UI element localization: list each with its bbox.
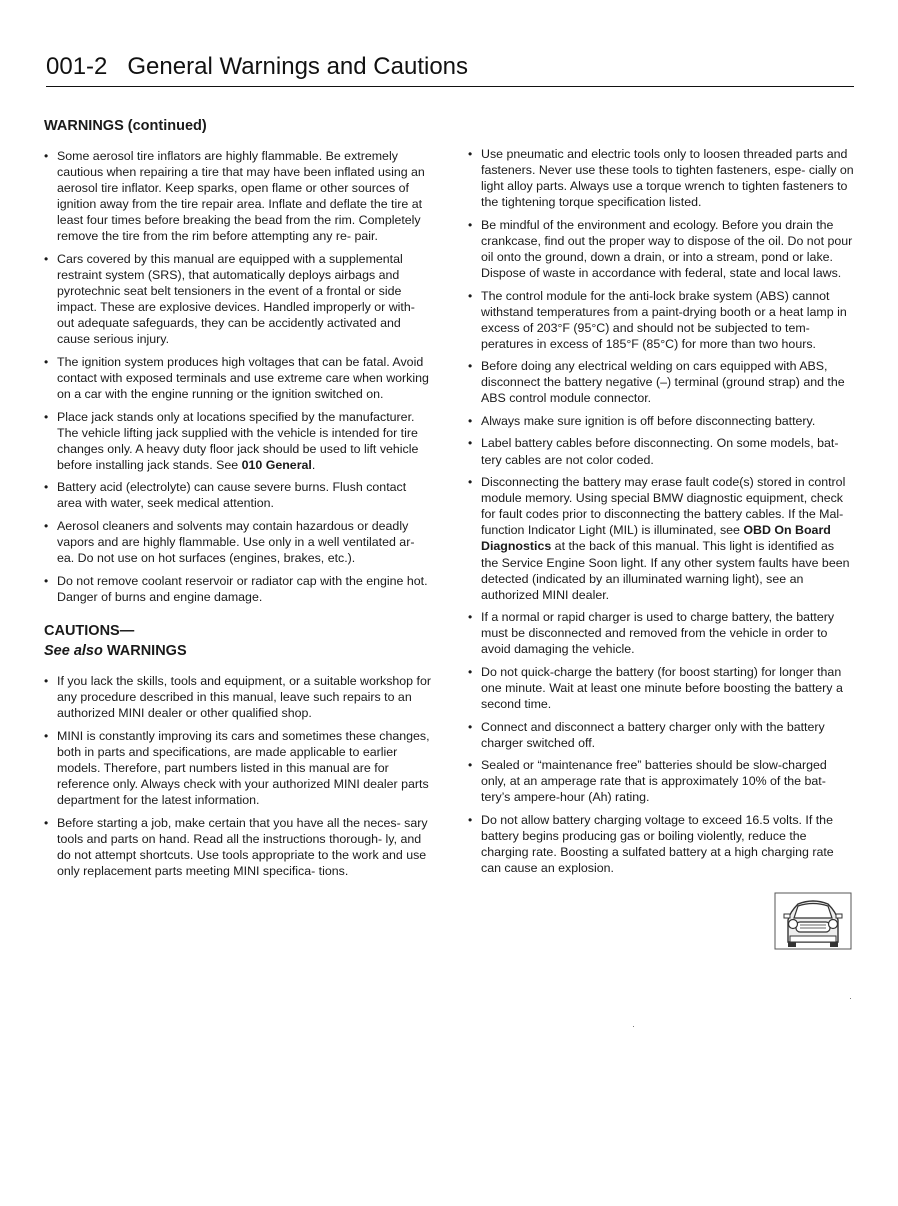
cross-reference: OBD On Board Diagnostics xyxy=(481,523,831,554)
bullet-icon: • xyxy=(44,573,49,588)
item-text: The control module for the anti-lock brake system (ABS) cannot withstand temperatures from a paint-drying booth or a heat lamp in excess of 203°F (95°C) and should not be subjected to tem- peratures in excess of 185°F (85°C) for more than two hours. xyxy=(481,288,847,351)
item-text: The ignition system produces high voltages that can be fatal. Avoid contact with exposed terminals and use extreme care when working on a car with the engine running or the ignition switched on. xyxy=(57,354,429,402)
item-text: Before doing any electrical welding on cars equipped with ABS, disconnect the battery negative (–) terminal (ground strap) and the ABS control module connector. xyxy=(481,359,845,406)
bullet-icon: • xyxy=(468,758,473,773)
item-text: Always make sure ignition is off before disconnecting battery. xyxy=(481,413,816,428)
bullet-icon: • xyxy=(468,812,473,827)
item-text: Before starting a job, make certain that you have all the neces- sary tools and parts on hand. Read all the instructions thorough- ly, and do not attempt shortcuts. Use tools appropriate to the work and use only replacement parts meeting MINI specifica- tions. xyxy=(57,815,428,878)
left-column xyxy=(44,116,434,885)
item-text: Be mindful of the environment and ecology. Before you drain the crankcase, find out the proper way to dispose of the oil. Do not pour oil onto the ground, down a drain, or into a stream, pond or lake. Dispose of waste in accordance with federal, state and local laws. xyxy=(481,217,853,281)
list-item xyxy=(468,719,854,751)
list-item xyxy=(468,664,854,712)
item-text: If you lack the skills, tools and equipment, or a suitable workshop for any procedure described in this manual, leave such repairs to an authorized MINI dealer or other qualified shop. xyxy=(57,674,431,721)
list-item xyxy=(468,358,854,406)
item-text: Battery acid (electrolyte) can cause severe burns. Flush contact area with water, seek medical attention. xyxy=(57,480,407,511)
item-text: Do not quick-charge the battery (for boost starting) for longer than one minute. Wait at least one minute before boosting the battery a second time. xyxy=(481,664,843,712)
item-text: Label battery cables before disconnecting. On some models, bat- tery cables are not color coded. xyxy=(481,436,839,467)
list-item xyxy=(468,812,854,876)
item-text: Some aerosol tire inflators are highly flammable. Be extremely cautious when repairing a tire that may have been inflated using an aerosol tire inflator. Keep sparks, open flame or other sources of ignition away from the tire repair area. Inflate and deflate the tire at least four times before breaking the bead from the rim. Completely remove the tire from the rim before attempting any re- pair. xyxy=(57,149,425,244)
item-text: If a normal or rapid charger is used to charge battery, the battery must be disconnected and removed from the vehicle in order to avoid damaging the vehicle. xyxy=(481,610,835,657)
bullet-icon: • xyxy=(468,413,473,428)
page-title: General Warnings and Cautions xyxy=(127,53,469,80)
bullet-icon: • xyxy=(468,147,473,161)
item-text: Aerosol cleaners and solvents may contain hazardous or deadly vapors and are highly flammable. Use only in a well ventilated ar- ea. Do not use on hot surfaces (engines, brakes, etc.). xyxy=(57,518,415,566)
bullet-icon: • xyxy=(44,251,49,266)
item-text: Cars covered by this manual are equipped with a supplemental restraint system (SRS), that automatically deploys airbags and pyrotechnic seat belt tensioners in the event of a frontal or side impact. These are explosive devices. Handled improperly or with- out adequate safeguards, they can be accidently activated and cause serious injury. xyxy=(57,251,415,347)
cautions-title: CAUTIONS— xyxy=(44,623,135,640)
item-text: at the back of this manual. This light is identified as the Service Engine Soon light. If any other system faults have been detected (indicated by an illuminated warning light), see an authorized MINI dealer. xyxy=(481,539,850,602)
bullet-icon: • xyxy=(468,475,473,490)
list-item xyxy=(468,288,854,352)
item-text: Sealed or “maintenance free” batteries should be slow-charged only, at an amperage rate that is approximately 10% of the bat- tery’s ampere-hour (Ah) rating. xyxy=(481,758,827,805)
list-item xyxy=(44,815,434,879)
bullet-icon: • xyxy=(44,728,49,743)
item-text: Use pneumatic and electric tools only to loosen threaded parts and fasteners. Never use these tools to tighten fasteners, espe- cially on light alloy parts. Always use a torque wrench to tighten fasteners to the tightening torque specification listed. xyxy=(481,147,854,210)
item-text: . xyxy=(311,457,316,472)
item-text: Place jack stands only at locations specified by the manufacturer. The vehicle lifting jack supplied with the vehicle is intended for tire changes only. A heavy duty floor jack should be used to lift vehicle before installing jack stands. See xyxy=(57,409,419,472)
right-column xyxy=(468,146,854,883)
bullet-icon: • xyxy=(468,436,473,451)
bullet-icon: • xyxy=(44,354,49,369)
bullet-icon: • xyxy=(44,480,49,495)
bullet-icon: • xyxy=(468,719,473,734)
bullet-icon: • xyxy=(468,664,473,679)
list-item xyxy=(468,757,854,805)
list-item xyxy=(468,146,854,210)
list-item xyxy=(468,474,854,603)
cautions-list-left xyxy=(44,673,434,879)
bullet-icon: • xyxy=(44,149,49,163)
bullet-icon: • xyxy=(44,815,49,830)
cautions-list-right xyxy=(468,146,854,876)
bullet-icon: • xyxy=(44,409,49,424)
list-item xyxy=(44,728,434,808)
list-item xyxy=(468,609,854,657)
cross-reference: 010 General xyxy=(241,457,312,472)
cautions-see-also xyxy=(44,641,434,661)
list-item xyxy=(44,479,434,511)
see-also-ref: WARNINGS xyxy=(106,643,187,660)
warnings-heading: WARNINGS (continued) xyxy=(44,118,207,134)
bullet-icon: • xyxy=(468,288,473,303)
cautions-heading xyxy=(44,621,434,661)
list-item xyxy=(44,354,434,402)
list-item xyxy=(468,413,854,429)
list-item xyxy=(44,573,434,605)
warnings-list xyxy=(44,148,434,605)
bullet-icon: • xyxy=(468,610,473,625)
page-number: 001-2 xyxy=(46,53,108,80)
item-text: Do not remove coolant reservoir or radiator cap with the engine hot. Danger of burns and engine damage. xyxy=(57,573,428,604)
bullet-icon: • xyxy=(44,518,49,533)
see-also-text: See also xyxy=(44,643,103,660)
list-item xyxy=(44,673,434,721)
bullet-icon: • xyxy=(468,359,473,374)
list-item xyxy=(468,217,854,281)
list-item xyxy=(44,409,434,473)
mini-car-front-icon xyxy=(774,892,852,950)
page-header xyxy=(46,52,854,87)
bullet-icon: • xyxy=(468,217,473,232)
item-text: Disconnecting the battery may erase fault code(s) stored in control module memory. Using special BMW diagnostic equipment, check for fault codes prior to disconnecting the battery cables. If the Mal- function Indicator Light (MIL) is illuminated, see xyxy=(481,475,846,538)
list-item xyxy=(44,518,434,566)
list-item xyxy=(468,435,854,467)
bullet-icon: • xyxy=(44,674,49,689)
list-item xyxy=(44,148,434,245)
item-text: Do not allow battery charging voltage to exceed 16.5 volts. If the battery begins producing gas or boiling violently, reduce the charging rate. Boosting a sulfated battery at a high charging rate can cause an explosion. xyxy=(481,812,834,876)
item-text: Connect and disconnect a battery charger only with the battery charger switched off. xyxy=(481,719,825,750)
item-text: MINI is constantly improving its cars and sometimes these changes, both in parts and specifications, are made applicable to earlier models. Therefore, part numbers listed in this manual are for reference only. Always check with your authorized MINI dealer parts department for the latest information. xyxy=(57,728,430,808)
list-item xyxy=(44,251,434,348)
